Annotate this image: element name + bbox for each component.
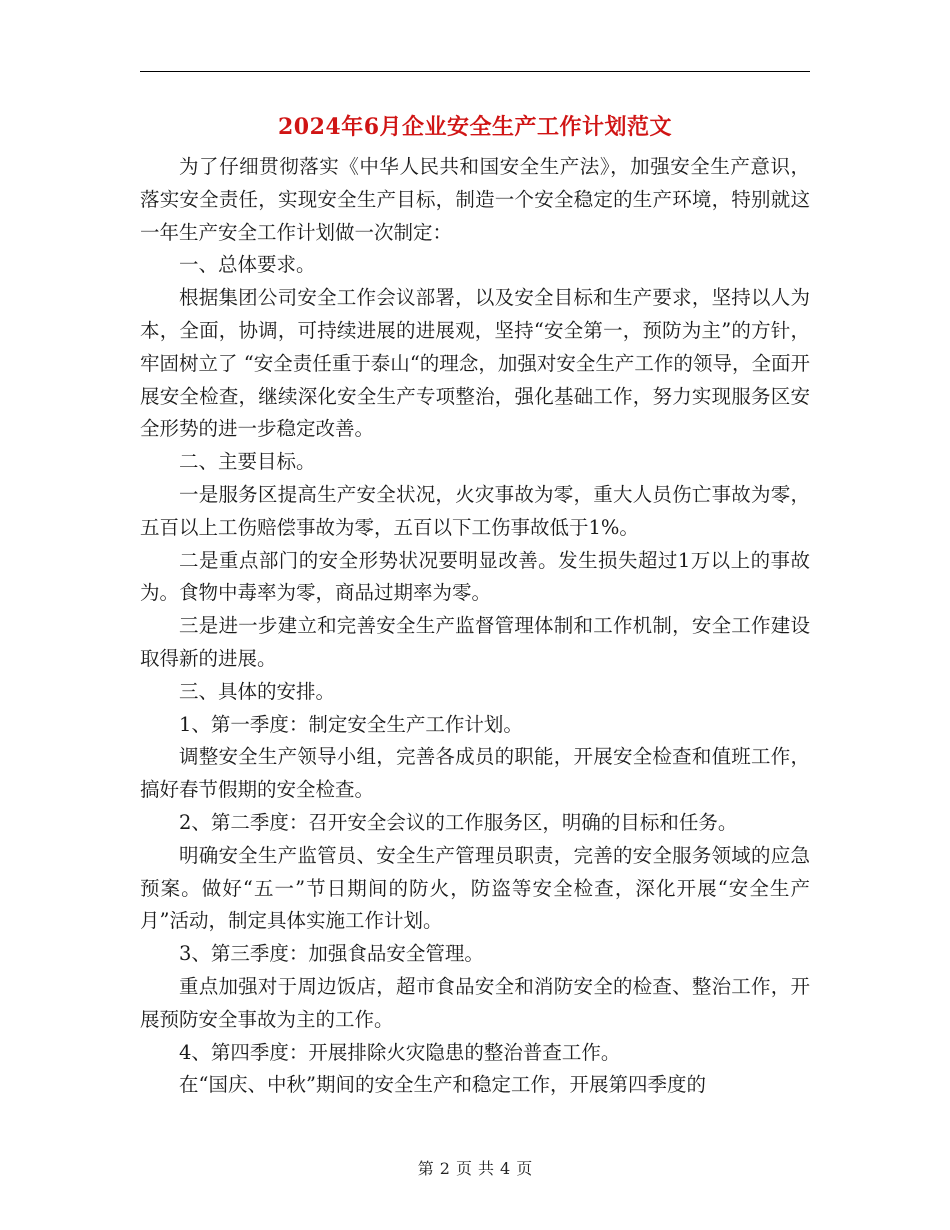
footer-total-prefix: 共 <box>478 1159 495 1178</box>
subsection-heading: 3、第三季度：加强食品安全管理。 <box>179 942 484 966</box>
document-title: 2024年6月企业安全生产工作计划范文 <box>277 114 673 140</box>
paragraph: 在“国庆、中秋”期间的安全生产和稳定工作，开展第四季度的 <box>179 1073 706 1097</box>
paragraph: 明确安全生产监管员、安全生产管理员职责，完善的安全服务领域的应急预案。做好“五一”节日期间的防火，防盗等安全检查，深化开展“安全生产月”活动，制定具体实施工作计划。 <box>140 843 810 933</box>
subsection-heading: 4、第四季度：开展排除火灾隐患的整治普查工作。 <box>179 1040 621 1064</box>
section-heading: 一、总体要求。 <box>179 253 316 277</box>
footer-suffix: 页 <box>516 1159 533 1178</box>
section-heading: 二、主要目标。 <box>179 450 316 474</box>
paragraph: 三是进一步建立和完善安全生产监督管理体制和工作机制，安全工作建设取得新的进展。 <box>140 614 810 670</box>
paragraph: 根据集团公司安全工作会议部署，以及安全目标和生产要求，坚持以人为本，全面，协调，可持续进展的进展观，坚持“安全第一，预防为主”的方针，牢固树立了 “安全责任重于泰山“的理念，加强对安全生产工作的领导，全面开展安全检查，继续深化安全生产专项整治，强化基础工作，努力实现服务区安全形势的进一步稳定改善。 <box>140 286 810 441</box>
footer-prefix: 第 <box>417 1159 434 1178</box>
document-body <box>140 151 810 1102</box>
subsection-heading: 2、第二季度：召开安全会议的工作服务区，明确的目标和任务。 <box>179 810 738 834</box>
header-rule <box>140 71 810 72</box>
section-heading: 三、具体的安排。 <box>179 679 336 703</box>
paragraph: 二是重点部门的安全形势状况要明显改善。发生损失超过1万以上的事故为。食物中毒率为零，商品过期率为零。 <box>140 548 810 605</box>
subsection-heading: 1、第一季度：制定安全生产工作计划。 <box>179 712 523 736</box>
paragraph: 重点加强对于周边饭店，超市食品安全和消防安全的检查、整治工作，开展预防安全事故为主的工作。 <box>140 974 810 1031</box>
footer-page-label: 页 <box>455 1159 472 1178</box>
total-pages-number: 4 <box>500 1159 511 1178</box>
page-footer <box>0 1156 950 1179</box>
paragraph: 调整安全生产领导小组，完善各成员的职能，开展安全检查和值班工作，搞好春节假期的安全检查。 <box>140 745 810 802</box>
paragraph: 为了仔细贯彻落实《中华人民共和国安全生产法》，加强安全生产意识，落实安全责任，实现安全生产目标，制造一个安全稳定的生产环境，特别就这一年生产安全工作计划做一次制定： <box>140 155 810 244</box>
current-page-number: 2 <box>439 1159 450 1178</box>
paragraph: 一是服务区提高生产安全状况，火灾事故为零，重大人员伤亡事故为零，五百以上工伤赔偿事故为零，五百以下工伤事故低于1%。 <box>140 482 810 539</box>
